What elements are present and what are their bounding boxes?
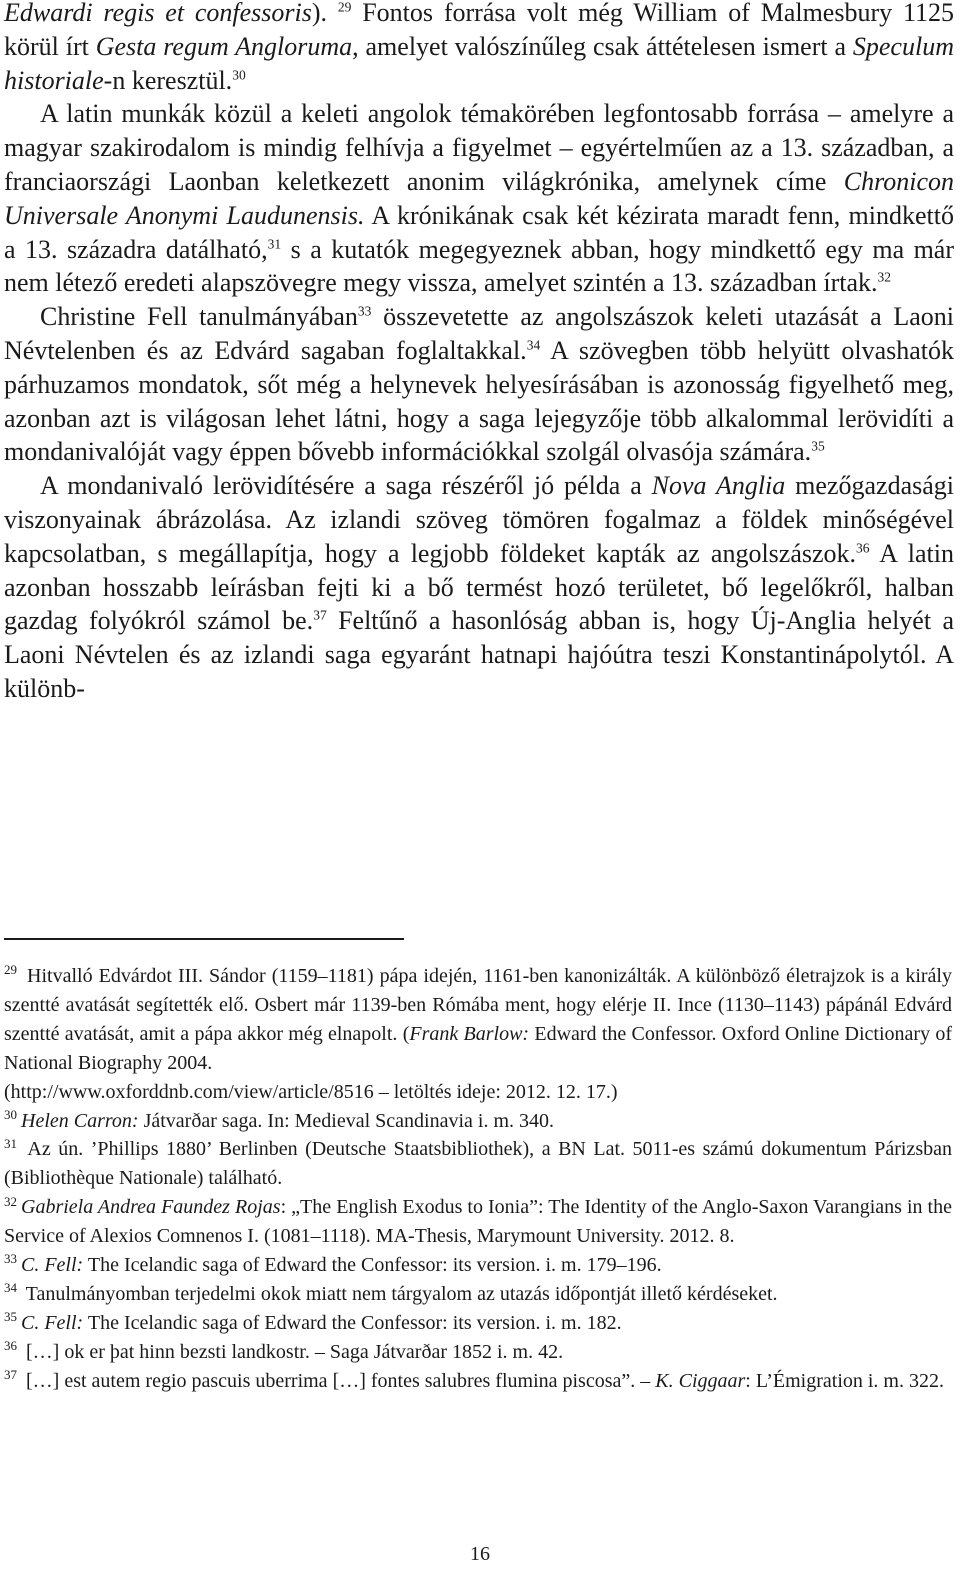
text-run: A szövegben több helyütt olvashatók párhuzamos mondatok, sőt még a helynevek helyesírásában is azonosság figyelhető meg, azonban azt is világosan lehet látni, hogy a saga lejegyzője több alkalommal lerövidíti a mondanivalóját vagy éppen bővebb információkkal szolgál olvasója számára. <box>4 335 954 467</box>
italic-title: Nova Anglia <box>651 471 786 501</box>
text-run: A latin munkák közül a keleti angolok témakörében legfontosabb forrása – amelyre a magyar szakirodalom is mindig felhívja a figyelmet – egyértelműen az a 13. században, a franciaországi Laonban keletkezett anonim világkrónika, amelynek címe <box>4 99 954 196</box>
footnote-ref-30[interactable]: 30 <box>232 66 246 82</box>
italic-title: Edwardi regis et confessoris <box>4 0 312 27</box>
footnote-ref-31[interactable]: 31 <box>267 235 282 251</box>
footnote-link[interactable]: (http://www.oxforddnb.com/view/article/8516 – letöltés ideje: 2012. 12. 17.) <box>4 1080 618 1103</box>
footnote-ref-33[interactable]: 33 <box>357 303 372 319</box>
main-text <box>4 0 954 706</box>
text-run: ). <box>311 0 338 27</box>
text-run: Játvarðar saga. In: Medieval Scandinavia i. m. 340. <box>138 1109 555 1132</box>
footnote-32 <box>4 1193 952 1251</box>
text-run: […] est autem regio pascuis uberrima […] fontes salubres flumina piscosa”. – <box>21 1369 656 1392</box>
footnote-33 <box>4 1251 952 1280</box>
text-run: mezőgazdasági viszonyainak ábrázolása. Az izlandi szöveg tömören fogalmaz a földek minőségével kapcsolatban, s megállapítja, hogy a legjobb földeket kapták az angolszászok. <box>4 471 954 568</box>
italic-author: C. Fell: <box>21 1311 84 1334</box>
footnote-number: 30 <box>4 1106 17 1122</box>
paragraph-4 <box>4 469 954 706</box>
footnote-30 <box>4 1107 952 1136</box>
footnote-ref-36[interactable]: 36 <box>856 540 870 556</box>
footnotes <box>4 962 952 1396</box>
text-run: : L’Émigration i. m. 322. <box>745 1369 944 1392</box>
text-run: Fontos forrása volt még William of Malmesbury 1125 körül írt <box>4 0 954 61</box>
footnote-35 <box>4 1309 952 1338</box>
italic-author: Frank Barlow: <box>409 1022 530 1045</box>
footnote-number: 32 <box>4 1193 17 1209</box>
italic-title: Gesta regum Angloruma <box>95 31 353 61</box>
italic-author: C. Fell: <box>21 1254 84 1277</box>
footnote-number: 34 <box>4 1280 17 1296</box>
page-number: 16 <box>470 1543 490 1565</box>
paragraph-1 <box>4 0 954 97</box>
text-run: Edward the Confessor. Oxford Online Dictionary of National Biography 2004. <box>4 1022 953 1074</box>
italic-author: Helen Carron: <box>21 1109 139 1132</box>
text-run: s a kutatók megegyeznek abban, hogy mindkettő egy ma már nem létező eredeti alapszövegre megy vissza, amelyet szintén a 13. században írtak. <box>4 234 955 298</box>
footnote-number: 37 <box>4 1367 17 1383</box>
text-run: : „The English Exodus to Ionia”: The Identity of the Anglo-Saxon Varangians in the Service of Alexios Comnenos I. (1081–1118). MA-Thesis, Marymount University. 2012. 8. <box>4 1196 952 1248</box>
paragraph-2 <box>4 97 954 300</box>
text-run: összevetette az angolszászok keleti utazását a Laoni Névtelenben és az Edvárd sagaban foglaltakkal. <box>4 302 954 365</box>
text-run: The Icelandic saga of Edward the Confessor: its version. i. m. 182. <box>83 1311 622 1334</box>
footnote-ref-32[interactable]: 32 <box>877 269 892 285</box>
footnote-ref-35[interactable]: 35 <box>811 438 825 454</box>
italic-title: Chronicon Universale Anonymi Laudunensis. <box>4 166 954 230</box>
italic-author: K. Ciggaar <box>655 1369 746 1392</box>
text-run: The Icelandic saga of Edward the Confessor: its version. i. m. 179–196. <box>83 1254 662 1277</box>
footnote-number: 33 <box>4 1251 17 1267</box>
footnote-number: 29 <box>4 962 17 978</box>
footnote-ref-29[interactable]: 29 <box>337 0 352 15</box>
footnote-number: 31 <box>4 1135 17 1151</box>
text-run: Tanulmányomban terjedelmi okok miatt nem tárgyalom az utazás időpontját illető kérdéseket. <box>21 1282 778 1305</box>
footnote-37 <box>4 1367 952 1396</box>
text-run: A krónikának csak két kézirata maradt fenn, mindkettő a 13. századra datálható, <box>4 200 954 264</box>
text-run: […] ok er þat hinn bezsti landkostr. – Saga Játvarðar 1852 i. m. 42. <box>21 1340 564 1363</box>
footnote-29 <box>4 962 952 1078</box>
paragraph-3 <box>4 300 954 469</box>
footnote-ref-34[interactable]: 34 <box>526 337 541 353</box>
footnote-36 <box>4 1338 952 1367</box>
text-run: A latin azonban hosszabb leírásban fejti ki a bő termést hozó területet, bő legelőkről, halban gazdag folyókról számol be. <box>4 538 955 636</box>
footnote-separator <box>4 938 404 940</box>
footnote-ref-37[interactable]: 37 <box>313 607 327 623</box>
text-run: , amelyet valószínűleg csak áttételesen ismert a <box>352 31 853 61</box>
footnote-34 <box>4 1280 952 1309</box>
italic-author: Gabriela Andrea Faundez Rojas <box>21 1196 281 1219</box>
text-run: Feltűnő a hasonlóság abban is, hogy Új-Anglia helyét a Laoni Névtelen és az izlandi saga egyaránt hatnapi hajóútra teszi Konstantinápolytól. A különb- <box>4 606 954 703</box>
footnote-29-url-line <box>4 1078 952 1107</box>
italic-title: Speculum historiale <box>4 31 954 95</box>
text-run: Christine Fell tanulmányában <box>40 302 358 332</box>
text-run: Hitvalló Edvárdot III. Sándor (1159–1181) pápa idején, 1161-ben kanonizálták. A különböző életrajzok is a király szentté avatását segítették elő. Osbert már 1139-ben Rómába ment, hogy elérje II. Ince (1130–1143) pápánál Edvárd szentté avatását, amit a pápa akkor még elnapolt. ( <box>4 965 952 1045</box>
text-run: Az ún. ’Phillips 1880’ Berlinben (Deutsche Staatsbibliothek), a BN Lat. 5011-es számú dokumentum Párizsban (Bibliothèque Nationale) található. <box>4 1138 952 1190</box>
text-run: A mondanivaló lerövidítésére a saga részéről jó példa a <box>40 471 652 501</box>
text-run: -n keresztül. <box>103 65 233 95</box>
footnote-31 <box>4 1135 952 1193</box>
footnote-number: 35 <box>4 1309 17 1325</box>
footnote-number: 36 <box>4 1338 17 1354</box>
